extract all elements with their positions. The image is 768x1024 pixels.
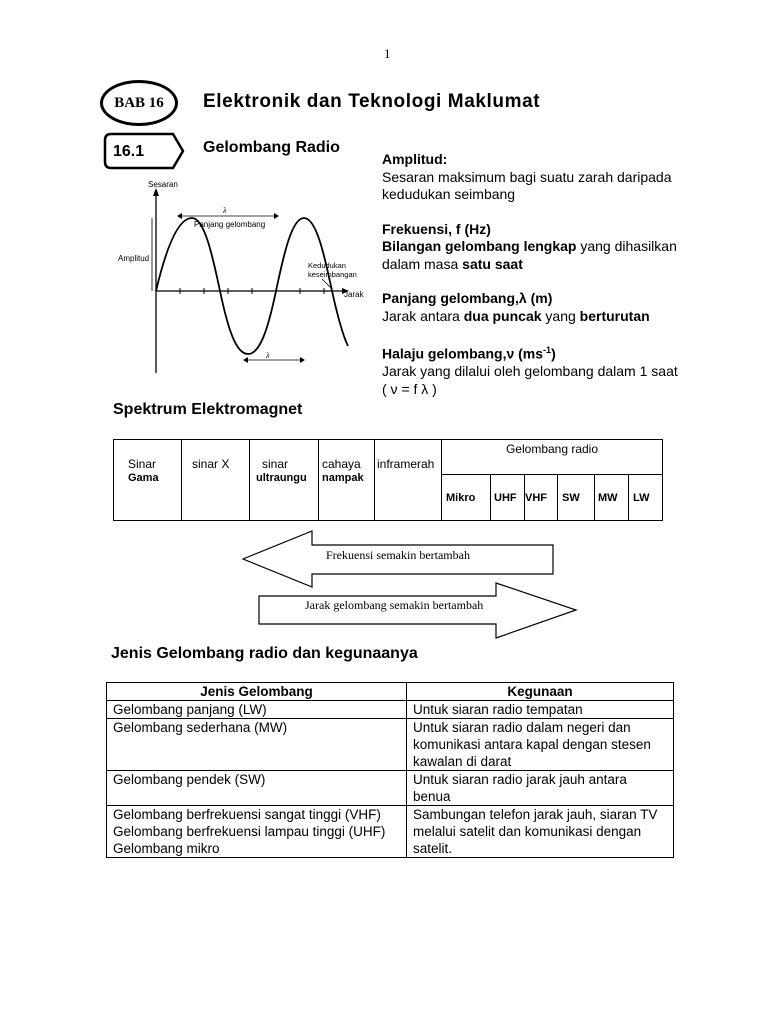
- wave-diagram: [108, 178, 370, 390]
- velocity-text: Jarak yang dilalui oleh gelombang dalam 1 saat ( ν = f λ ): [382, 363, 678, 397]
- amplitude-label: Amplitud: [118, 254, 150, 263]
- x-axis-label: Jarak: [344, 290, 364, 299]
- row-type: Gelombang sederhana (MW): [107, 719, 407, 771]
- band-sw: SW: [558, 475, 595, 521]
- lambda-bottom: λ: [266, 351, 270, 360]
- band-lw: LW: [629, 475, 663, 521]
- gamma-line2: Gama: [128, 472, 159, 484]
- wavelength-arrow-label: Jarak gelombang semakin bertambah: [305, 598, 484, 612]
- equilibrium-label-1: Kedudukan: [308, 261, 346, 270]
- band-uhf: UHF: [491, 475, 525, 521]
- band-mw: MW: [595, 475, 629, 521]
- row-type-line: Gelombang mikro: [113, 841, 220, 856]
- row-type: [107, 806, 407, 858]
- equilibrium-label-2: keseimbangan: [308, 270, 357, 279]
- velocity-title-main: Halaju gelombang,ν (ms: [382, 345, 544, 362]
- amplitude-text: Sesaran maksimum bagi suatu zarah daripada kedudukan seimbang: [382, 168, 672, 202]
- infrared-label: inframerah: [377, 457, 435, 471]
- uv-line2: ultraungu: [256, 472, 307, 484]
- table-row: [107, 701, 674, 719]
- definitions: [382, 151, 682, 415]
- row-use: Untuk siaran radio dalam negeri dan komunikasi antara kapal dengan stesen kawalan di darat: [407, 719, 674, 771]
- wavelength-start: Jarak antara: [382, 307, 464, 324]
- row-type-line: Gelombang berfrekuensi sangat tinggi (VHF): [113, 807, 381, 822]
- uv-line1: sinar: [262, 457, 289, 471]
- cell-xray: [182, 440, 250, 521]
- wavelength-title: Panjang gelombang,λ (m): [382, 290, 553, 306]
- chapter-badge: BAB 16: [100, 80, 178, 126]
- row-use: Sambungan telefon jarak jauh, siaran TV melalui satelit dan komunikasi dengan satelit.: [407, 806, 674, 858]
- cell-gamma: [114, 440, 182, 521]
- cell-visible: [319, 440, 375, 521]
- cell-infrared: [375, 440, 442, 521]
- xray-label: sinar X: [192, 457, 230, 471]
- frequency-title: Frekuensi, f (Hz): [382, 220, 491, 237]
- spectrum-title: Spektrum Elektromagnet: [113, 401, 303, 418]
- table-row: [107, 806, 674, 858]
- visible-line1: cahaya: [322, 457, 361, 471]
- wavelength-bold2: berturutan: [579, 307, 650, 324]
- sine-wave: [156, 218, 348, 354]
- uses-table: [106, 682, 674, 858]
- visible-line2: nampak: [322, 472, 364, 484]
- section-title: Gelombang Radio: [203, 139, 340, 156]
- row-use: Untuk siaran radio tempatan: [407, 701, 674, 719]
- velocity-title: [382, 342, 682, 363]
- wavelength-arrow: [256, 580, 580, 642]
- header-type: Jenis Gelombang: [107, 683, 407, 701]
- chapter-title: Elektronik dan Teknologi Maklumat: [203, 91, 541, 112]
- header-use: Kegunaan: [407, 683, 674, 701]
- table-row: [107, 719, 674, 771]
- cell-radio-header: [442, 440, 663, 475]
- band-mikro: Mikro: [442, 475, 491, 521]
- frequency-bold-start: Bilangan gelombang lengkap: [382, 238, 577, 254]
- lambda-top: λ: [223, 206, 227, 215]
- row-type: Gelombang panjang (LW): [107, 701, 407, 719]
- velocity-title-sup: -1: [543, 345, 552, 355]
- frequency-arrow-label: Frekuensi semakin bertambah: [326, 548, 470, 562]
- radio-header-label: Gelombang radio: [505, 442, 599, 456]
- page-number: 1: [384, 46, 391, 61]
- band-vhf: VHF: [525, 475, 558, 521]
- wavelength-bold1: dua puncak: [463, 307, 542, 324]
- section-number: 16.1: [113, 143, 145, 160]
- row-use: Untuk siaran radio jarak jauh antara benua: [407, 771, 674, 806]
- y-axis-label: Sesaran: [148, 180, 178, 189]
- velocity-title-end: ): [551, 345, 556, 362]
- section-number-badge: [103, 132, 187, 170]
- cell-uv: [250, 440, 319, 521]
- spectrum-table: [113, 439, 663, 521]
- frequency-bold-end: satu saat: [462, 255, 523, 272]
- wavelength-label: Panjang gelombang: [194, 220, 266, 229]
- wavelength-mid: yang: [541, 307, 580, 324]
- row-type-line: Gelombang berfrekuensi lampau tinggi (UHF): [113, 824, 386, 839]
- gamma-line1: Sinar: [128, 457, 157, 471]
- table-row: [107, 771, 674, 806]
- frequency-mid: yang dihasilkan dalam masa: [382, 238, 677, 272]
- amplitude-title: Amplitud:: [382, 151, 448, 167]
- row-type: Gelombang pendek (SW): [107, 771, 407, 806]
- uses-title: Jenis Gelombang radio dan kegunaanya: [111, 645, 418, 662]
